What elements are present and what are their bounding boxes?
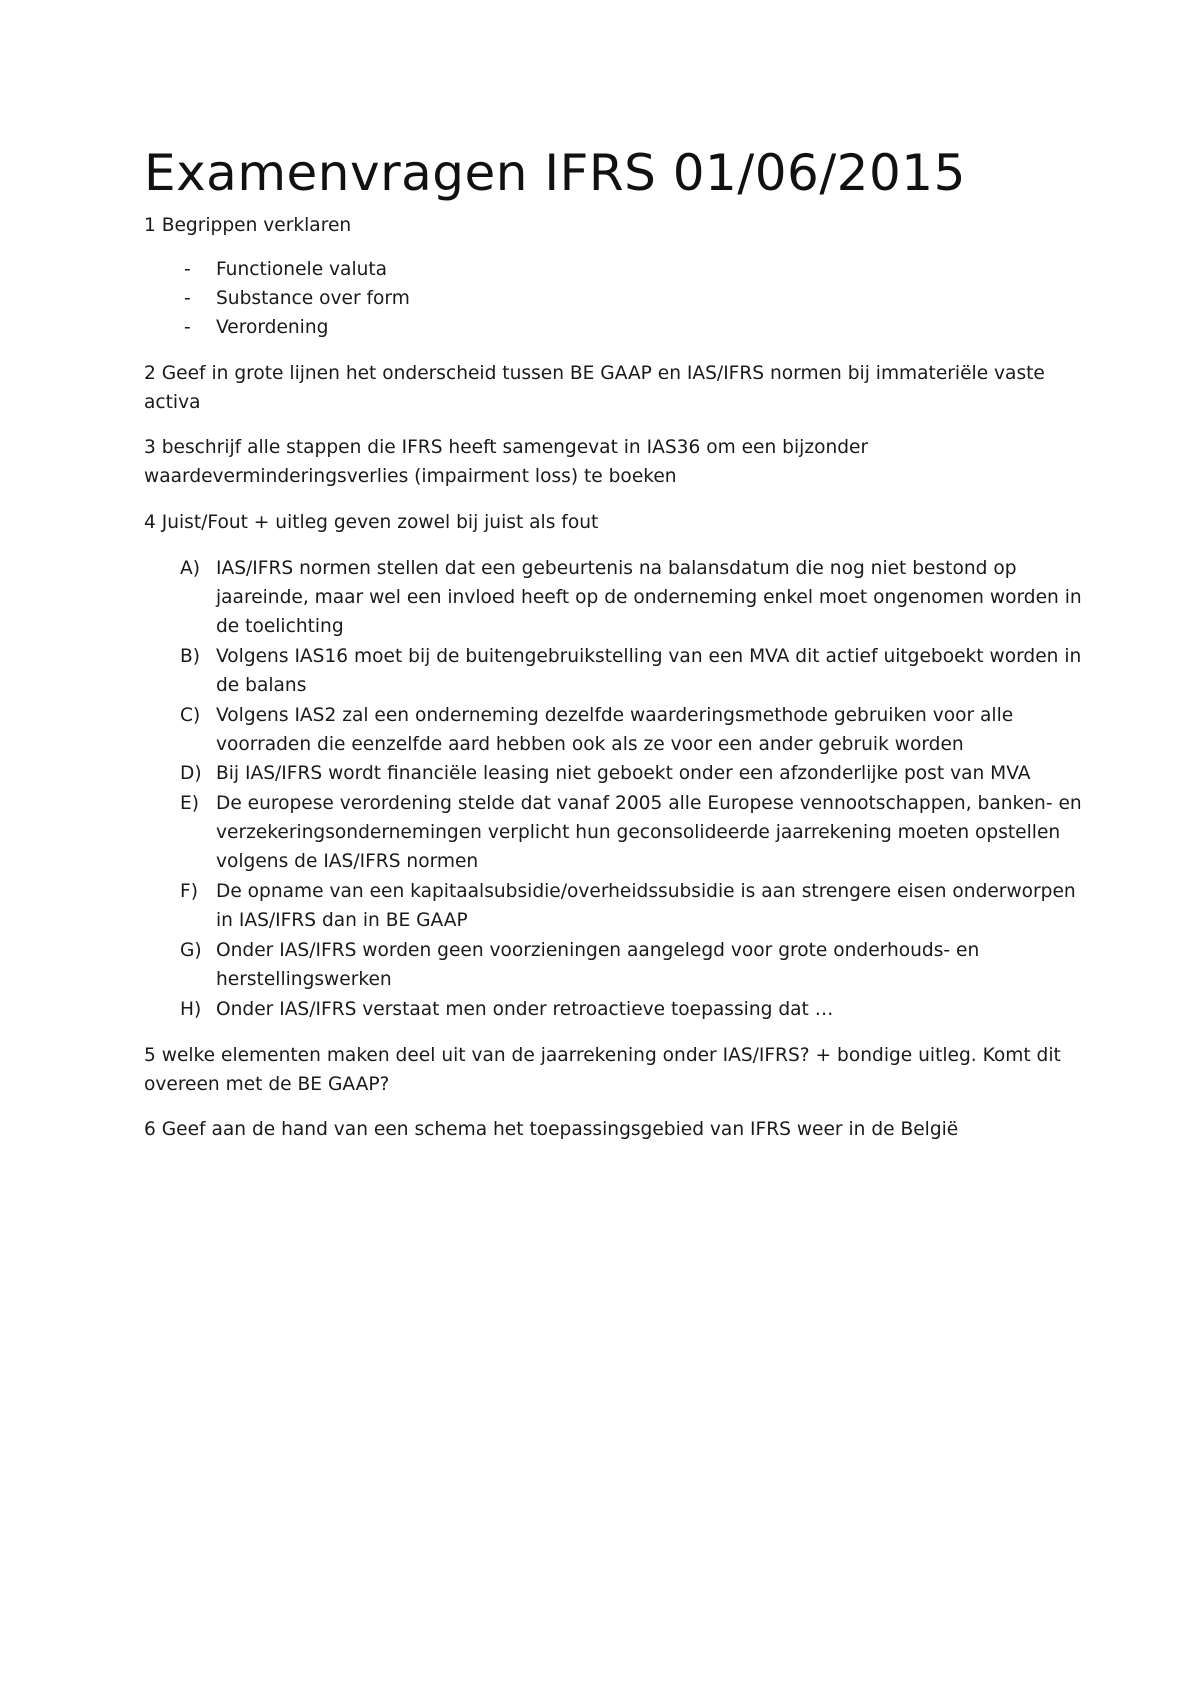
statement-f-line: De opname van een kapitaalsubsidie/overheidssubsidie is aan strengere eisen onderworpen — [216, 881, 1076, 902]
bullet-marker: - — [184, 288, 191, 309]
bullet-marker: - — [184, 317, 191, 338]
statement-f-line: in IAS/IFRS dan in BE GAAP — [216, 910, 468, 931]
statement-e-line: De europese verordening stelde dat vanaf 2005 alle Europese vennootschappen, banken- en — [216, 793, 1082, 814]
question-3-line: waardeverminderingsverlies (impairment loss) te boeken — [144, 466, 677, 487]
item-letter: D) — [180, 763, 202, 784]
item-letter: C) — [180, 705, 201, 726]
statement-d-line: Bij IAS/IFRS wordt financiële leasing niet geboekt onder een afzonderlijke post van MVA — [216, 763, 1031, 784]
question-1-heading: 1 Begrippen verklaren — [144, 215, 352, 236]
item-letter: G) — [180, 940, 202, 961]
statement-h-line: Onder IAS/IFRS verstaat men onder retroactieve toepassing dat … — [216, 999, 834, 1020]
bullet-verordening: Verordening — [216, 317, 329, 338]
item-letter: A) — [180, 558, 200, 579]
statement-g-line: Onder IAS/IFRS worden geen voorzieningen aangelegd voor grote onderhouds- en — [216, 940, 980, 961]
item-letter: H) — [180, 999, 202, 1020]
question-5-line: 5 welke elementen maken deel uit van de jaarrekening onder IAS/IFRS? + bondige uitleg. Komt dit — [144, 1045, 1061, 1066]
question-5-line: overeen met de BE GAAP? — [144, 1074, 390, 1095]
statement-e-line: verzekeringsondernemingen verplicht hun geconsolideerde jaarrekening moeten opstellen — [216, 822, 1061, 843]
item-letter: E) — [180, 793, 200, 814]
statement-a-line: jaareinde, maar wel een invloed heeft op de onderneming enkel moet ongenomen worden in — [216, 587, 1082, 608]
statement-a-line: IAS/IFRS normen stellen dat een gebeurtenis na balansdatum die nog niet bestond op — [216, 558, 1017, 579]
statement-g-line: herstellingswerken — [216, 969, 392, 990]
question-3-line: 3 beschrijf alle stappen die IFRS heeft samengevat in IAS36 om een bijzonder — [144, 437, 869, 458]
question-2-line: 2 Geef in grote lijnen het onderscheid tussen BE GAAP en IAS/IFRS normen bij immateriële vaste — [144, 363, 1045, 384]
item-letter: B) — [180, 646, 201, 667]
statement-a-line: de toelichting — [216, 616, 344, 637]
question-6-line: 6 Geef aan de hand van een schema het toepassingsgebied van IFRS weer in de België — [144, 1119, 959, 1140]
statement-e-line: volgens de IAS/IFRS normen — [216, 851, 479, 872]
item-letter: F) — [180, 881, 198, 902]
statement-b-line: Volgens IAS16 moet bij de buitengebruikstelling van een MVA dit actief uitgeboekt worden in — [216, 646, 1082, 667]
statement-b-line: de balans — [216, 675, 307, 696]
bullet-substance-over-form: Substance over form — [216, 288, 410, 309]
bullet-marker: - — [184, 259, 191, 280]
document-title: Examenvragen IFRS 01/06/2015 — [144, 144, 966, 202]
statement-c-line: Volgens IAS2 zal een onderneming dezelfde waarderingsmethode gebruiken voor alle — [216, 705, 1014, 726]
bullet-functionele-valuta: Functionele valuta — [216, 259, 388, 280]
statement-c-line: voorraden die eenzelfde aard hebben ook als ze voor een ander gebruik worden — [216, 734, 964, 755]
question-2-line: activa — [144, 392, 201, 413]
question-4-heading: 4 Juist/Fout + uitleg geven zowel bij juist als fout — [144, 512, 599, 533]
